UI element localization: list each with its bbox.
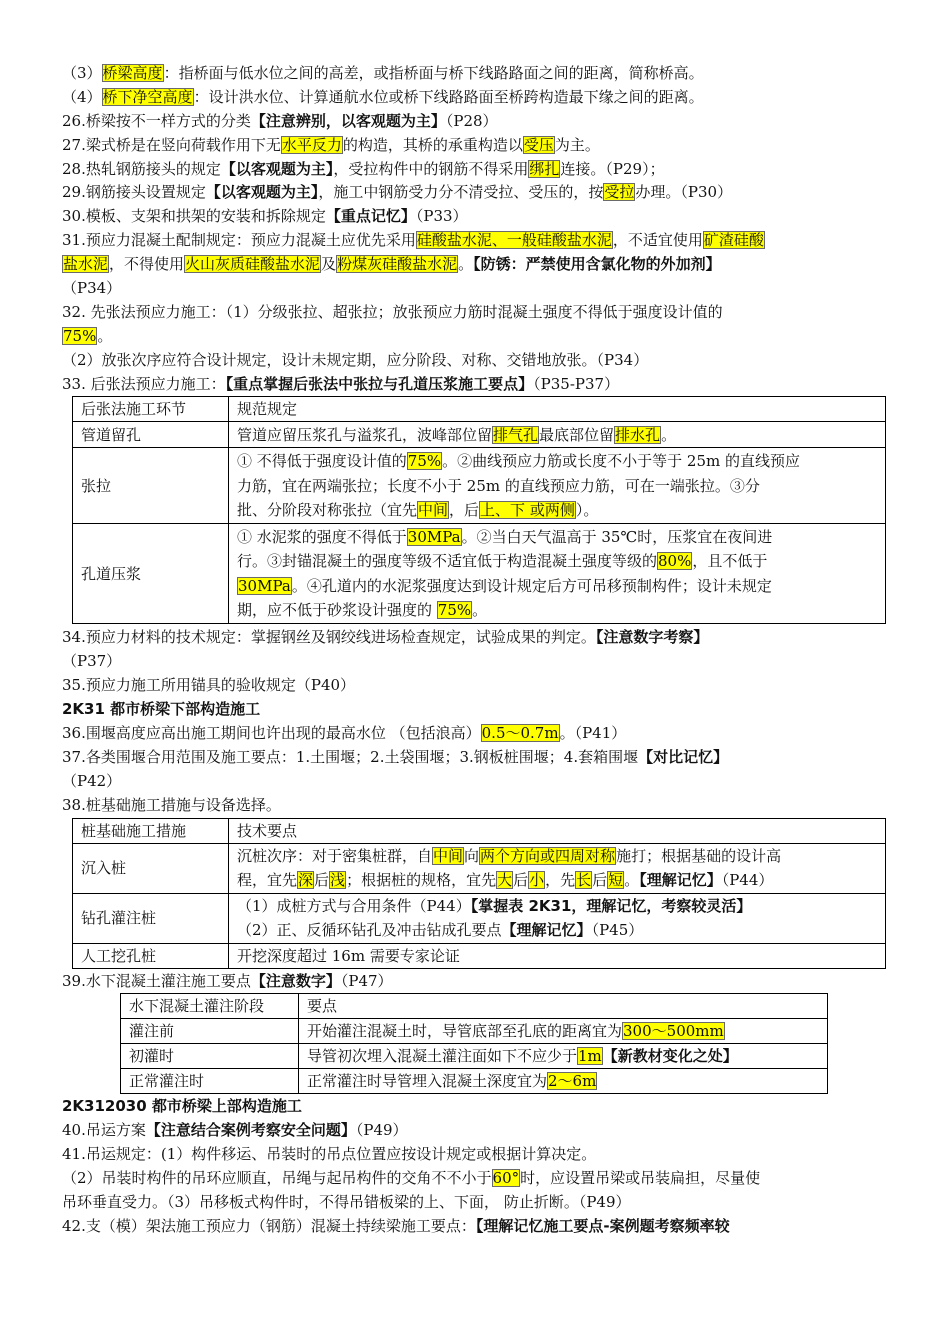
bold-note: 【掌握表 2K31，理解记忆，考察较灵活】 (470, 896, 752, 915)
pile-foundation-table (72, 818, 886, 969)
highlight: 75% (63, 326, 97, 345)
highlight: 桥下净空高度 (102, 87, 193, 106)
highlight: 0.5～0.7m (481, 724, 559, 743)
document-page (62, 62, 888, 1239)
bold-note: 【理解记忆】 (639, 871, 722, 890)
bold-note: 【注意数字考察】 (595, 628, 709, 647)
text-line: 42.支（模）架法施工预应力（钢筋）混凝土持续梁施工要点：【理解记忆施工要点-案例题考察频率较 (62, 1216, 730, 1235)
text-line: 33. 后张法预应力施工：【重点掌握后张法中张拉与孔道压浆施工要点】（P35-P37） (62, 374, 620, 393)
table-header-cell: 水下混凝土灌注阶段 (121, 994, 299, 1019)
table-header-cell: 要点 (299, 994, 828, 1019)
post-tensioning-table (72, 396, 886, 624)
table-row-label: 钻孔灌注桩 (73, 893, 229, 943)
text-line: 28.热轧钢筋接头的规定【以客观题为主】，受拉构件中的钢筋不得采用绑扎连接。（P29）； (62, 159, 665, 178)
table-cell: 开始灌注混凝土时，导管底部至孔底的距离宜为300～500mm (299, 1019, 828, 1044)
table-row-label: 张拉 (73, 448, 229, 524)
highlight: 中间 (433, 846, 464, 865)
bold-note: 【新教材变化之处】 (602, 1047, 738, 1066)
bold-note: 【理解记忆施工要点-案例题考察频率较 (475, 1216, 730, 1235)
table-row-label: 初灌时 (121, 1044, 299, 1069)
text-line: 34.预应力材料的技术规定：掌握钢丝及钢绞线进场检查规定，试验成果的判定。【注意数字考察】 (62, 628, 709, 647)
text-line: 41.吊运规定：(1）构件移运、吊装时的吊点位置应按设计规定或根据计算决定。 (62, 1145, 597, 1164)
bold-note: 【重点掌握后张法中张拉与孔道压浆施工要点】 (225, 374, 534, 393)
text-line: 35.预应力施工所用锚具的验收规定（P40） (62, 676, 356, 695)
table-cell: ① 不得低于强度设计值的75%。②曲线预应力筋或长度不小于等于 25m 的直线预应 力筋，宜在两端张拉；长度不小于 25m 的直线预应力筋，可在一端张拉。③分 批、分阶段对称张拉（宜先中间，后上、下 或两侧）。 (229, 448, 886, 524)
highlight: 硅酸盐水泥、一般硅酸盐水泥 (416, 231, 612, 250)
text-line: 29.钢筋接头设置规定【以客观题为主】，施工中钢筋受力分不清受拉、受压的，按受拉办理。（P30） (62, 183, 733, 202)
table-header-cell: 规范规定 (229, 397, 886, 422)
highlight: 矿渣硅酸 (703, 231, 764, 250)
text-line: 盐水泥，不得使用火山灰质硅酸盐水泥及粉煤灰硅酸盐水泥。【防锈：严禁使用含氯化物的外加剂】 (63, 255, 721, 274)
table-header-cell: 后张法施工环节 (73, 397, 229, 422)
table-header-cell: 桩基础施工措施 (73, 818, 229, 843)
text-line: （3）桥梁高度：指桥面与低水位之间的高差，或指桥面与桥下线路路面之间的距离，简称桥高。 (62, 64, 704, 82)
highlight: 30MPa (407, 527, 461, 546)
table-row-label: 管道留孔 (73, 422, 229, 448)
highlight: 盐水泥 (63, 255, 109, 274)
table-cell: ① 水泥浆的强度不得低于30MPa。②当白天气温高于 35℃时，压浆宜在夜间进 行。③封锚混凝土的强度等级不适宜低于构造混凝土强度等级的80%，且不低于 30MPa。④孔道内的水泥浆强度达到设计规定后方可吊移预制构件；设计未规定 期，应不低于砂浆设计强度的 75%。 (229, 524, 886, 624)
bold-note: 【重点记忆】 (325, 207, 416, 226)
bold-note: 【理解记忆】 (501, 921, 592, 940)
underwater-concrete-table (120, 993, 828, 1094)
highlight: 桥梁高度 (102, 64, 163, 82)
text-line: 31.预应力混凝土配制规定：预应力混凝土应优先采用硅酸盐水泥、一般硅酸盐水泥，不适宜使用矿渣硅酸 (62, 231, 764, 250)
highlight: 75% (407, 452, 442, 471)
highlight: 绑扎 (529, 159, 560, 178)
text-line: （4）桥下净空高度：设计洪水位、计算通航水位或桥下线路路面至桥跨构造最下缘之间的距离。 (62, 87, 704, 106)
text-line: 32. 先张法预应力施工：（1）分级张拉、超张拉；放张预应力筋时混凝土强度不得低于强度设计值的 (62, 302, 723, 321)
table-cell: 管道应留压浆孔与溢浆孔，波峰部位留排气孔最底部位留排水孔。 (229, 422, 886, 448)
bold-note: 【防锈：严禁使用含氯化物的外加剂】 (473, 255, 721, 274)
bold-note: 【以客观题为主】 (205, 183, 319, 202)
highlight: 中间 (418, 501, 449, 520)
bold-note: 【注意辨别，以客观题为主】 (250, 111, 446, 130)
table-row-label: 灌注前 (121, 1019, 299, 1044)
highlight: 火山灰质硅酸盐水泥 (185, 255, 321, 274)
table-cell: （1）成桩方式与合用条件（P44）【掌握表 2K31，理解记忆，考察较灵活】 （2）正、反循环钻孔及冲击钻成孔要点【理解记忆】（P45） (229, 893, 886, 943)
highlight: 短 (608, 871, 624, 890)
text-line: 38.桩基础施工措施与设备选择。 (62, 795, 281, 814)
highlight: 浅 (330, 871, 346, 890)
highlight: 1m (578, 1047, 602, 1066)
table-row-label: 人工挖孔桩 (73, 943, 229, 968)
highlight: 受拉 (604, 183, 635, 202)
text-line: （P37） (62, 652, 122, 671)
text-line: 37.各类围堰合用范围及施工要点：1.土围堰；2.土袋围堰；3.钢板桩围堰；4.套箱围堰【对比记忆】 (62, 747, 729, 766)
table-cell: 沉桩次序：对于密集桩群，自中间向两个方向或四周对称施打；根据基础的设计高 程，宜先深后浅；根据桩的规格，宜先大后小，先长后短。【理解记忆】（P44） (229, 843, 886, 893)
highlight: 粉煤灰硅酸盐水泥 (337, 255, 458, 274)
highlight: 300～500mm (623, 1022, 724, 1041)
text-line: 27.梁式桥是在竖向荷载作用下无水平反力的构造，其桥的承重构造以受压为主。 (62, 135, 600, 154)
text-line: 吊环垂直受力。（3）吊移板式构件时，不得吊错板梁的上、下面， 防止折断。（P49） (62, 1193, 631, 1212)
text-line: 26.桥梁按不一样方式的分类【注意辨别，以客观题为主】（P28） (62, 111, 498, 130)
text-line: 75%。 (63, 326, 113, 345)
table-cell: 导管初次埋入混凝土灌注面如下不应少于1m【新教材变化之处】 (299, 1044, 828, 1069)
highlight: 75% (437, 601, 472, 620)
highlight: 深 (298, 871, 314, 890)
table-row-label: 沉入桩 (73, 843, 229, 893)
table-header-cell: 技术要点 (229, 818, 886, 843)
table-row-label: 正常灌注时 (121, 1069, 299, 1094)
text-line: 40.吊运方案【注意结合案例考察安全问题】（P49） (62, 1121, 408, 1140)
text-line: （P42） (62, 771, 122, 790)
highlight: 排水孔 (615, 425, 661, 444)
highlight: 小 (529, 871, 545, 890)
highlight: 上、下 或两侧 (480, 501, 575, 520)
bold-note: 【注意结合案例考察安全问题】 (145, 1121, 356, 1140)
text-line: 36.围堰高度应高出施工期间也许出现的最高水位 （包括浪高）0.5～0.7m。（P41） (62, 724, 627, 743)
text-line: （2）吊装时构件的吊环应顺直，吊绳与起吊构件的交角不不小于60°时，应设置吊梁或吊装扁担，尽量使 (62, 1169, 761, 1188)
highlight: 60° (492, 1169, 520, 1188)
bold-note: 【注意数字】 (250, 971, 341, 990)
section-heading: 2K31 都市桥梁下部构造施工 (62, 700, 261, 719)
highlight: 2～6m (548, 1072, 597, 1091)
text-line: （2）放张次序应符合设计规定，设计未规定期，应分阶段、对称、交错地放张。（P34） (62, 350, 649, 369)
highlight: 80% (658, 552, 692, 571)
highlight: 长 (576, 871, 592, 890)
highlight: 排气孔 (493, 425, 539, 444)
table-row-label: 孔道压浆 (73, 524, 229, 624)
table-cell: 正常灌注时导管埋入混凝土深度宜为2～6m (299, 1069, 828, 1094)
highlight: 大 (497, 871, 513, 890)
text-line: （P34） (62, 279, 122, 298)
bold-note: 【对比记忆】 (638, 747, 729, 766)
section-heading: 2K312030 都市桥梁上部构造施工 (62, 1097, 302, 1116)
table-cell: 开挖深度超过 16m 需要专家论证 (229, 943, 886, 968)
highlight: 水平反力 (281, 135, 342, 154)
text-line: 30.模板、支架和拱架的安装和拆除规定【重点记忆】（P33） (62, 207, 468, 226)
highlight: 30MPa (238, 576, 291, 595)
highlight: 受压 (523, 135, 554, 154)
bold-note: 【以客观题为主】 (220, 159, 334, 178)
text-line: 39.水下混凝土灌注施工要点【注意数字】（P47） (62, 971, 393, 990)
highlight: 两个方向或四周对称 (480, 846, 616, 865)
